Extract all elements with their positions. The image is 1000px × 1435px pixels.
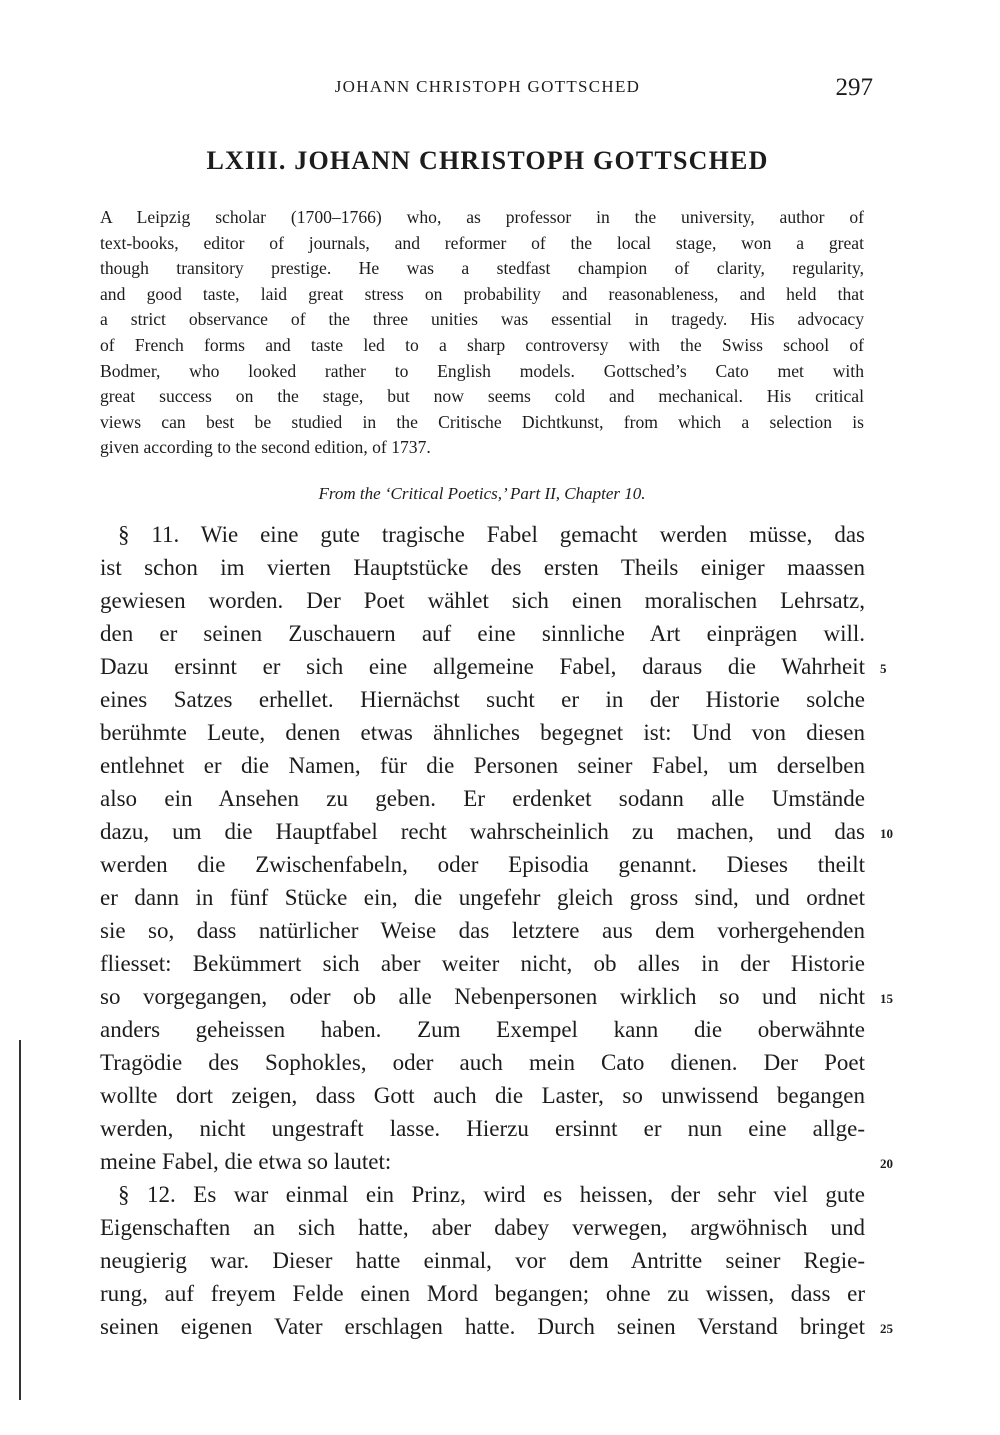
intro-line: of French forms and taste led to a sharp controversy with the Swiss school of [100, 334, 864, 355]
text-line-content: Tragödie des Sophokles, oder auch mein Cato dienen. Der Poet [100, 1050, 865, 1075]
running-head: JOHANN CHRISTOPH GOTTSCHED [334, 77, 641, 96]
intro-paragraph [100, 205, 864, 461]
text-line-content: werden die Zwischenfabeln, oder Episodia genannt. Dieses theilt [100, 852, 865, 877]
text-line [100, 1244, 865, 1277]
text-line-content: sie so, dass natürlicher Weise das letztere aus dem vorhergehenden [100, 918, 865, 943]
text-line [100, 1178, 865, 1211]
text-line [100, 716, 865, 749]
text-line-content: anders geheissen haben. Zum Exempel kann die oberwähnte [100, 1017, 865, 1042]
page-number: 297 [835, 74, 873, 101]
text-line-content: rung, auf freyem Felde einen Mord begangen; ohne zu wissen, dass er [100, 1281, 865, 1306]
text-line [100, 1211, 865, 1244]
line-number: 20 [880, 1156, 893, 1171]
text-line-content: seinen eigenen Vater erschlagen hatte. Durch seinen Verstand bringet [100, 1314, 865, 1339]
text-line [100, 683, 865, 716]
text-line-content: neugierig war. Dieser hatte einmal, vor dem Antritte seiner Regie- [100, 1248, 865, 1273]
text-line [100, 1013, 865, 1046]
text-line-content: eines Satzes erhellet. Hiernächst sucht er in der Historie solche [100, 687, 865, 712]
page-header [100, 74, 875, 104]
text-line-content: § 12. Es war einmal ein Prinz, wird es heissen, der sehr viel gute [118, 1182, 865, 1207]
text-line [100, 1112, 865, 1145]
source-note: From the ‘Critical Poetics,’ Part II, Chapter 10. [318, 484, 646, 503]
text-line-content: werden, nicht ungestraft lasse. Hierzu ersinnt er nun eine allge- [100, 1116, 865, 1141]
intro-line: text-books, editor of journals, and reformer of the local stage, won a great [100, 232, 864, 253]
intro-line: views can best be studied in the Critische Dichtkunst, from which a selection is [100, 411, 864, 432]
text-line-content: ist schon im vierten Hauptstücke des ersten Theils einiger maassen [100, 555, 865, 580]
intro-line: A Leipzig scholar (1700–1766) who, as professor in the university, author of [100, 207, 864, 227]
text-line [100, 617, 865, 650]
text-line-content: fliesset: Bekümmert sich aber weiter nicht, ob alles in der Historie [100, 951, 865, 976]
scan-margin-line [19, 1040, 21, 1400]
text-line-content: meine Fabel, die etwa so lautet: [100, 1149, 392, 1174]
line-number: 10 [880, 826, 893, 841]
text-line [100, 782, 865, 815]
intro-line: great success on the stage, but now seems cold and mechanical. His critical [100, 386, 864, 407]
text-line [100, 518, 865, 551]
text-line-content: wollte dort zeigen, dass Gott auch die Laster, so unwissend begangen [100, 1083, 865, 1108]
text-line [100, 749, 865, 782]
main-text [100, 518, 893, 1343]
text-line [100, 914, 865, 947]
text-line-content: dazu, um die Hauptfabel recht wahrscheinlich zu machen, und das [100, 819, 865, 844]
text-line-content: so vorgegangen, oder ob alle Nebenpersonen wirklich so und nicht [100, 984, 865, 1009]
text-line [100, 1046, 865, 1079]
text-line-content: gewiesen worden. Der Poet wählet sich einen moralischen Lehrsatz, [100, 588, 865, 613]
intro-line: a strict observance of the three unities was essential in tragedy. His advocacy [100, 309, 864, 330]
text-line [100, 881, 865, 914]
intro-line: Bodmer, who looked rather to English models. Gottsched’s Cato met with [100, 360, 864, 381]
text-line-content: berühmte Leute, denen etwas ähnliches begegnet ist: Und von diesen [100, 720, 865, 745]
text-line [100, 650, 887, 683]
text-line [100, 584, 865, 617]
text-line [100, 551, 865, 584]
text-line [100, 848, 865, 881]
text-line-content: also ein Ansehen zu geben. Er erdenket sodann alle Umstände [100, 786, 865, 811]
chapter-title: LXIII. JOHANN CHRISTOPH GOTTSCHED [206, 146, 769, 175]
intro-line: given according to the second edition, of 1737. [100, 437, 431, 458]
text-line [100, 980, 893, 1013]
text-line-content: § 11. Wie eine gute tragische Fabel gemacht werden müsse, das [118, 522, 865, 547]
text-line-content: den er seinen Zuschauern auf eine sinnliche Art einprägen will. [100, 621, 865, 646]
text-line [100, 1310, 893, 1343]
text-line-content: Eigenschaften an sich hatte, aber dabey verwegen, argwöhnisch und [100, 1215, 865, 1240]
text-line [100, 947, 865, 980]
text-line-content: entlehnet er die Namen, für die Personen seiner Fabel, um derselben [100, 753, 865, 778]
text-line-content: er dann in fünf Stücke ein, die ungefehr gleich gross sind, und ordnet [100, 885, 865, 910]
text-line [100, 1277, 865, 1310]
line-number: 25 [880, 1321, 893, 1336]
text-line [100, 1079, 865, 1112]
intro-line: though transitory prestige. He was a stedfast champion of clarity, regularity, [100, 258, 864, 279]
text-line [100, 815, 893, 848]
line-number: 5 [880, 661, 887, 676]
intro-line: and good taste, laid great stress on probability and reasonableness, and held that [100, 283, 864, 304]
line-number: 15 [880, 991, 893, 1006]
text-line-content: Dazu ersinnt er sich eine allgemeine Fabel, daraus die Wahrheit [100, 654, 865, 679]
text-line [100, 1145, 893, 1178]
